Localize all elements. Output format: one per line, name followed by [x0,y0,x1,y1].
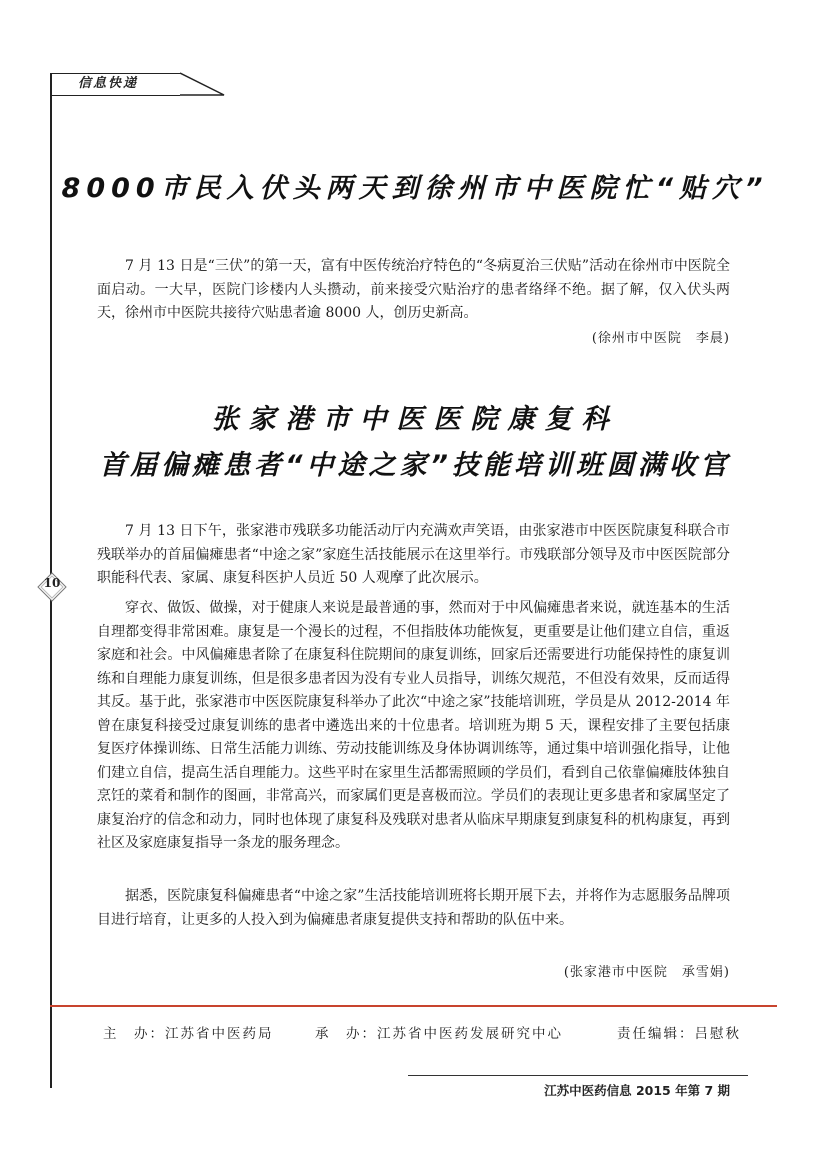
section-tag: 信息快递 [78,76,139,91]
footer-sponsor: 主 办：江苏省中医药局 [103,1026,274,1042]
section-tab-slant [180,71,226,97]
article1-credit: (徐州市中医院 李晨) [591,331,730,346]
footer-organizer: 承 办：江苏省中医药发展研究中心 [315,1026,563,1042]
article2-paragraph-2: 穿衣、做饭、做操，对于健康人来说是最普通的事，然而对于中风偏瘫患者来说，就连基本的生活自理都变得非常困难。康复是一个漫长的过程，不但指肢体功能恢复，更重要是让他们建立自信，重返家庭和社会。中风偏瘫患者除了在康复科住院期间的康复训练，回家后还需要进行功能保持性的康复训练和自理能力康复训练，但是很多患者因为没有专业人员指导，训练欠规范，不但没有效果，反而适得其反。基于此，张家港市中医医院康复科举办了此次“中途之家”技能培训班，学员是从 2012-2014 年曾在康复科接受过康复训练的患者中遴选出来的十位患者。培训班为期 5 天，课程安排了主要包括康复医疗体操训练、日常生活能力训练、劳动技能训练及身体协调训练等，通过集中培训强化指导，让他们建立自信，提高生活自理能力。这些平时在家里生活都需照顾的学员们，看到自己依靠偏瘫肢体独自烹饪的菜肴和制作的图画，非常高兴，而家属们更是喜极而泣。学员们的表现让更多患者和家属坚定了康复治疗的信念和动力，同时也体现了康复科及残联对患者从临床早期康复到康复科的机构康复，再到社区及家庭康复指导一条龙的服务理念。 [97,600,730,851]
bottom-rule [408,1075,748,1076]
footer-editor: 责任编辑：吕慰秋 [617,1026,741,1042]
article2-credit: (张家港市中医院 承雪娟) [563,965,730,980]
article1-title: 8000市民入伏头两天到徐州市中医院忙“贴穴” [61,173,769,204]
article2-title-line2: 首届偏瘫患者“中途之家”技能培训班圆满收官 [99,450,731,481]
article2-title-line1: 张家港市中医医院康复科 [211,404,619,435]
issue-label: 江苏中医药信息 2015 年第 7 期 [544,1083,730,1098]
article2-paragraph-1: 7 月 13 日下午，张家港市残联多功能活动厅内充满欢声笑语，由张家港市中医医院康复科联合市残联举办的首届偏瘫患者“中途之家”家庭生活技能展示在这里举行。市残联部分领导及市中医医院部分职能科代表、家属、康复科医护人员近 50 人观摩了此次展示。 [97,523,730,586]
article2-paragraph-3: 据悉，医院康复科偏瘫患者“中途之家”生活技能培训班将长期开展下去，并将作为志愿服务品牌项目进行培育，让更多的人投入到为偏瘫患者康复提供支持和帮助的队伍中来。 [97,888,730,928]
footer-accent-rule [50,1005,777,1007]
article1-paragraph: 7 月 13 日是“三伏”的第一天，富有中医传统治疗特色的“冬病夏治三伏贴”活动在徐州市中医院全面启动。一大早，医院门诊楼内人头攒动，前来接受穴贴治疗的患者络绎不绝。据了解，仅入伏头两天，徐州市中医院共接待穴贴患者逾 8000 人，创历史新高。 [97,258,730,321]
page-number: 10 [43,576,61,590]
